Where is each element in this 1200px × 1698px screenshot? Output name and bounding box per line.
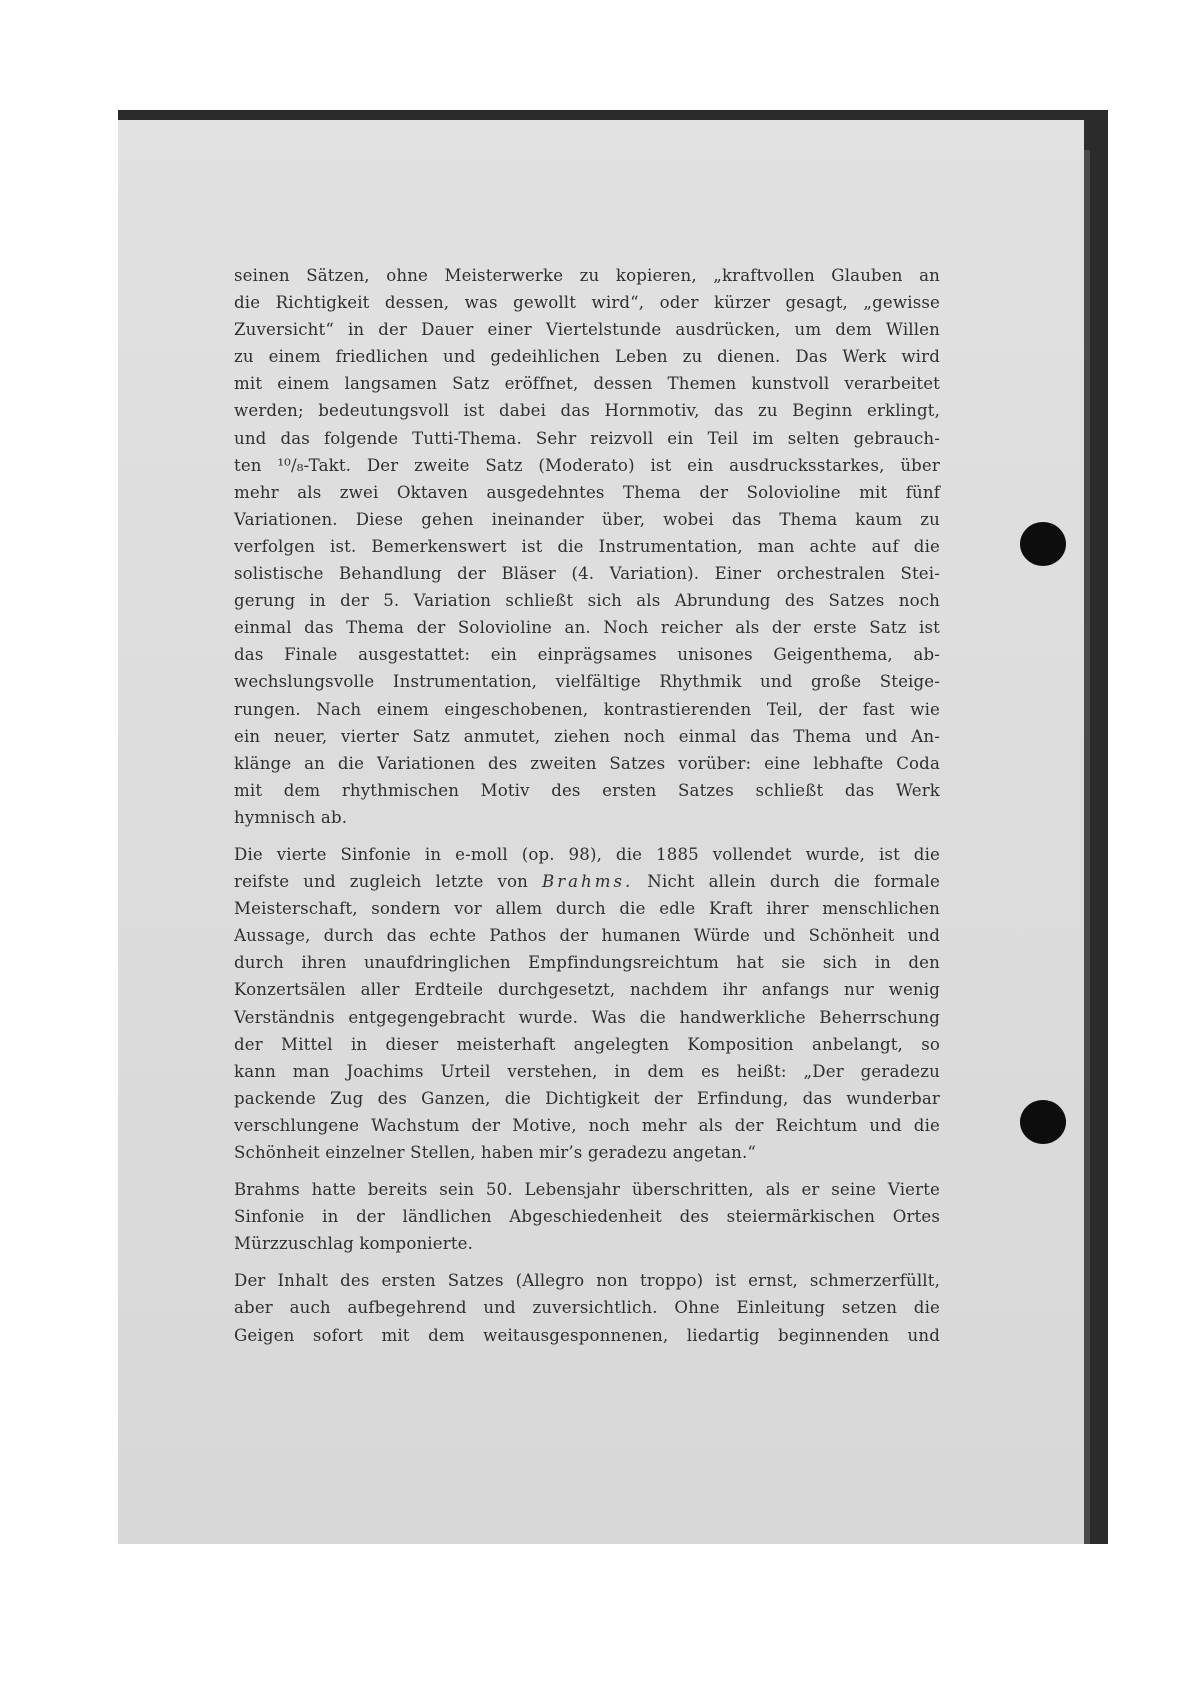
text-line: solistische Behandlung der Bläser (4. Variation). Einer orchestralen Stei- — [234, 564, 940, 584]
text-line: werden; bedeutungsvoll ist dabei das Hornmotiv, das zu Beginn erklingt, — [234, 401, 940, 421]
text-line: seinen Sätzen, ohne Meisterwerke zu kopieren, „kraftvollen Glauben an — [234, 266, 940, 285]
text-line: packende Zug des Ganzen, die Dichtigkeit der Erfindung, das wunderbar — [234, 1088, 940, 1108]
text-line: verfolgen ist. Bemerkenswert ist die Instrumentation, man achte auf die — [234, 536, 940, 556]
text-line: Verständnis entgegengebracht wurde. Was die handwerkliche Beherrschung — [234, 1007, 940, 1027]
punch-hole-top — [1020, 522, 1066, 566]
text-line: Konzertsälen aller Erdteile durchgesetzt, nachdem ihr anfangs nur wenig — [234, 980, 940, 1000]
text-line: durch ihren unaufdringlichen Empfindungsreichtum hat sie sich in den — [234, 953, 940, 973]
paragraph-first-symphony-excerpt — [234, 262, 940, 831]
text-line: wechslungsvolle Instrumentation, vielfältige Rhythmik und große Steige- — [234, 672, 940, 692]
text-line: ein neuer, vierter Satz anmutet, ziehen noch einmal das Thema und An- — [234, 726, 940, 746]
text-line: gerung in der 5. Variation schließt sich als Abrundung des Satzes noch — [234, 591, 940, 611]
text-line: ten ¹⁰/₈-Takt. Der zweite Satz (Moderato) ist ein ausdrucksstarkes, über — [234, 455, 940, 475]
text-line: verschlungene Wachstum der Motive, noch mehr als der Reichtum und die — [234, 1115, 940, 1135]
text-line: zu einem friedlichen und gedeihlichen Leben zu dienen. Das Werk wird — [234, 347, 940, 367]
text-line: aber auch aufbegehrend und zuversichtlich. Ohne Einleitung setzen die — [234, 1298, 940, 1318]
text-line: Der Inhalt des ersten Satzes (Allegro non troppo) ist ernst, schmerzerfüllt, — [234, 1271, 940, 1291]
text-line: Geigen sofort mit dem weitausgesponnenen, liedartig beginnenden und — [234, 1325, 940, 1345]
text-line: Zuversicht“ in der Dauer einer Viertelstunde ausdrücken, um dem Willen — [234, 320, 940, 340]
text-segment: Nicht allein durch die formale — [633, 872, 940, 892]
paragraph-first-movement — [234, 1267, 940, 1348]
text-line: Sinfonie in der ländlichen Abgeschiedenheit des steiermärkischen Ortes — [234, 1207, 940, 1227]
body-text — [234, 262, 940, 1349]
text-segment: reifste und zugleich letzte von — [234, 872, 543, 892]
text-line: kann man Joachims Urteil verstehen, in dem es heißt: „Der geradezu — [234, 1061, 940, 1081]
text-line: hymnisch ab. — [234, 807, 348, 827]
text-line: Aussage, durch das echte Pathos der humanen Würde und Schönheit und — [234, 926, 940, 946]
punch-hole-bottom — [1020, 1100, 1066, 1144]
text-line: rungen. Nach einem eingeschobenen, kontrastierenden Teil, der fast wie — [234, 699, 940, 719]
text-line: Meisterschaft, sondern vor allem durch die edle Kraft ihrer menschlichen — [234, 899, 940, 919]
text-line: Schönheit einzelner Stellen, haben mir’s geradezu angetan.“ — [234, 1143, 757, 1162]
paragraph-composition-context — [234, 1176, 940, 1257]
text-line: der Mittel in dieser meisterhaft angelegten Komposition anbelangt, so — [234, 1034, 940, 1054]
text-line: Brahms hatte bereits sein 50. Lebensjahr überschritten, als er seine Vierte — [234, 1180, 940, 1200]
text-line: mehr als zwei Oktaven ausgedehntes Thema der Solovioline mit fünf — [234, 482, 940, 502]
text-line: die Richtigkeit dessen, was gewollt wird“, oder kürzer gesagt, „gewisse — [234, 293, 940, 313]
text-line: Mürzzuschlag komponierte. — [234, 1234, 474, 1254]
text-line: Die vierte Sinfonie in e-moll (op. 98), die 1885 vollendet wurde, ist die — [234, 844, 940, 864]
text-line: einmal das Thema der Solovioline an. Noch reicher als der erste Satz ist — [234, 618, 940, 638]
text-line: mit dem rhythmischen Motiv des ersten Satzes schließt das Werk — [234, 780, 940, 800]
text-line: Variationen. Diese gehen ineinander über, wobei das Thema kaum zu — [234, 509, 940, 529]
text-line: mit einem langsamen Satz eröffnet, dessen Themen kunstvoll verarbeitet — [234, 374, 940, 394]
composer-name: Brahms. — [542, 872, 634, 892]
page-edge — [1084, 150, 1090, 1544]
text-line: und das folgende Tutti-Thema. Sehr reizvoll ein Teil im selten gebrauch- — [234, 428, 940, 448]
text-line: das Finale ausgestattet: ein einprägsames unisones Geigenthema, ab- — [234, 645, 940, 665]
text-line-with-name — [234, 868, 940, 895]
paragraph-fourth-symphony — [234, 841, 940, 1166]
text-line: klänge an die Variationen des zweiten Satzes vorüber: eine lebhafte Coda — [234, 753, 940, 773]
